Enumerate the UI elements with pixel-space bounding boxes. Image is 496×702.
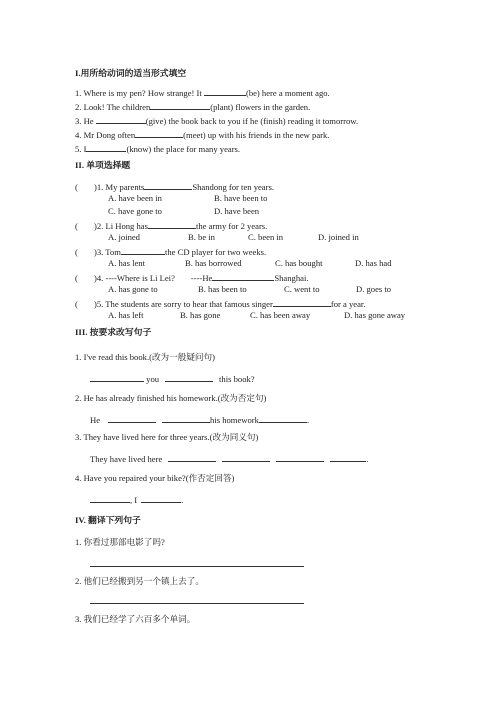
fill-item-4: 4. Mr Dong often (meet) up with his friends in the new park. (75, 130, 330, 140)
option-d[interactable]: D. have been (214, 206, 260, 216)
mc-question-4: ( )4. ----Where is Li Lei? ----He Shanghai. (75, 273, 309, 283)
fill-item-5: 5. I (know) the place for many years. (75, 144, 241, 154)
answer-blank[interactable] (204, 86, 246, 96)
section-2-heading: II. 单项选择题 (75, 160, 131, 170)
option-c[interactable]: C. went to (284, 284, 320, 294)
answer-blank[interactable] (135, 128, 183, 138)
option-b[interactable]: B. be in (188, 232, 215, 242)
translate-item-2: 2. 他们已经搬到另一个镇上去了。 (75, 576, 204, 586)
option-c[interactable]: C. has been away (250, 310, 311, 320)
answer-blank[interactable] (90, 493, 130, 503)
answer-blank[interactable] (121, 245, 165, 255)
fill-item-3: 3. He (give) the book back to you if he (finish) reading it tomorrow. (75, 116, 359, 126)
rewrite-sentence-2: 2. He has already finished his homework.(改为否定句) (75, 393, 267, 403)
option-d[interactable]: D. joined in (318, 232, 359, 242)
answer-blank[interactable] (212, 271, 274, 281)
section-1-heading: I.用所给动词的适当形式填空 (75, 68, 187, 78)
rewrite-sentence-1: 1. I've read this book.(改为一般疑问句) (75, 352, 215, 362)
answer-blank[interactable] (148, 219, 196, 229)
translation-answer-line[interactable] (90, 603, 304, 604)
fill-item-1: 1. Where is my pen? How strange! It (be) here a moment ago. (75, 88, 330, 98)
option-b[interactable]: B. have been to (214, 193, 268, 203)
option-c[interactable]: C. have gone to (108, 206, 162, 216)
option-c[interactable]: C. has bought (275, 258, 323, 268)
mc-question-5: ( )5. The students are sorry to hear that famous singer for a year. (75, 299, 366, 309)
option-b[interactable]: B. has borrowed (185, 258, 242, 268)
mc-question-1: ( )1. My parents Shandong for ten years. (75, 182, 274, 192)
rewrite-answer-3: They have lived here . (90, 454, 369, 464)
answer-blank[interactable] (168, 452, 216, 462)
answer-blank[interactable] (273, 297, 331, 307)
answer-blank[interactable] (165, 372, 213, 382)
option-d[interactable]: D. has gone away (344, 310, 406, 320)
option-a[interactable]: A. has left (108, 310, 144, 320)
answer-blank[interactable] (108, 413, 156, 423)
answer-blank[interactable] (86, 142, 126, 152)
rewrite-answer-2: He his homework . (90, 415, 310, 425)
option-d[interactable]: D. goes to (356, 284, 392, 294)
rewrite-sentence-3: 3. They have lived here for three years.(改为同义句) (75, 432, 259, 442)
option-b[interactable]: B. has gone (180, 310, 221, 320)
option-a[interactable]: A. have been in (108, 193, 162, 203)
option-d[interactable]: D. has had (355, 258, 392, 268)
answer-blank[interactable] (330, 452, 366, 462)
option-a[interactable]: A. has lent (108, 258, 145, 268)
option-b[interactable]: B. has been to (198, 284, 247, 294)
answer-blank[interactable] (276, 452, 324, 462)
answer-blank[interactable] (222, 452, 270, 462)
translation-answer-line[interactable] (90, 566, 304, 567)
translate-item-1: 1. 你看过那部电影了吗? (75, 537, 165, 547)
section-4-heading: IV. 翻译下列句子 (75, 515, 141, 525)
rewrite-sentence-4: 4. Have you repaired your bike?(作否定回答) (75, 473, 235, 483)
mc-question-2: ( )2. Li Hong has the army for 2 years. (75, 221, 268, 231)
answer-blank[interactable] (144, 180, 192, 190)
rewrite-answer-4: , I . (90, 493, 183, 506)
option-a[interactable]: A. joined (108, 232, 140, 242)
answer-blank[interactable] (162, 413, 210, 423)
section-3-heading: III. 按要求改写句子 (75, 327, 152, 337)
rewrite-answer-1: you this book? (90, 372, 255, 385)
answer-blank[interactable] (150, 100, 210, 110)
answer-blank[interactable] (141, 493, 181, 503)
option-a[interactable]: A. has gone to (108, 284, 158, 294)
answer-blank[interactable] (96, 114, 146, 124)
mc-question-3: ( )3. Tom the CD player for two weeks. (75, 247, 267, 257)
option-c[interactable]: C. been in (248, 232, 284, 242)
answer-blank[interactable] (90, 372, 144, 382)
translate-item-3: 3. 我们已经学了六百多个单词。 (75, 614, 196, 624)
answer-blank[interactable] (259, 413, 307, 423)
fill-item-2: 2. Look! The children (plant) flowers in the garden. (75, 102, 311, 112)
